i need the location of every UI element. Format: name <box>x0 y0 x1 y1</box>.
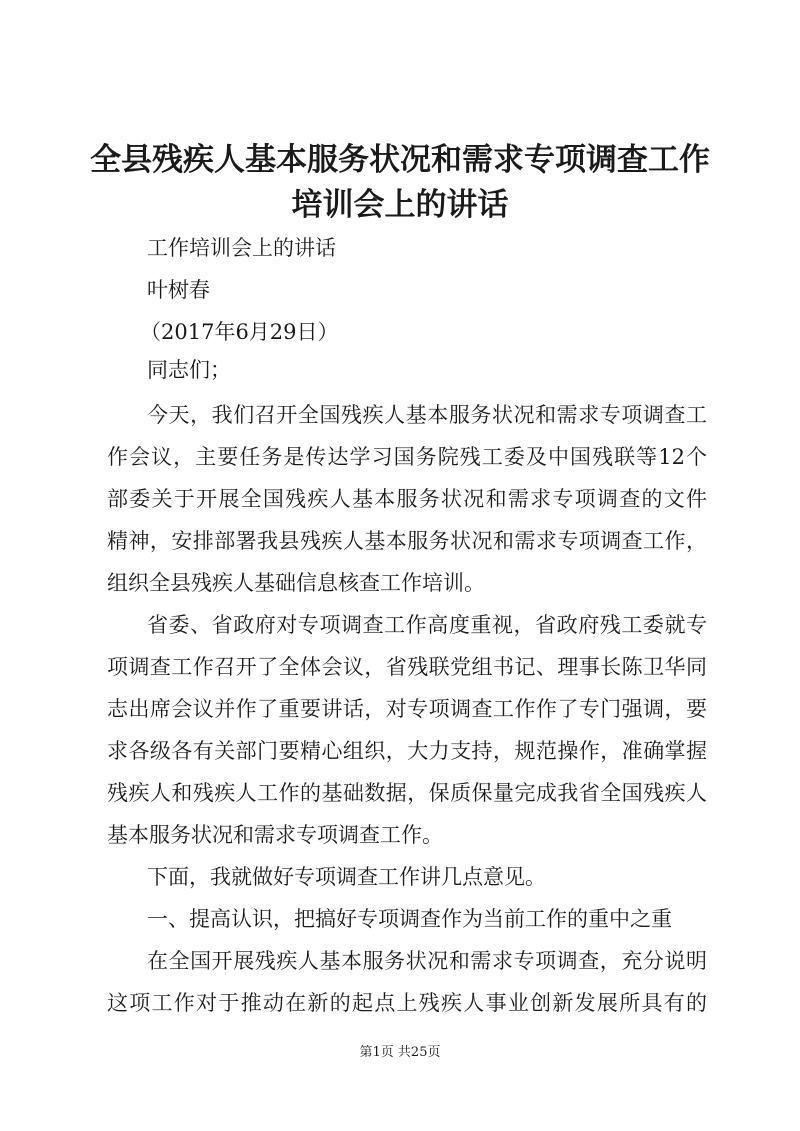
paragraph-line: 下面，我就做好专项调查工作讲几点意见。 <box>147 865 546 889</box>
paragraph-line: 志出席会议并作了重要讲话，对专项调查工作作了专门强调，要 <box>107 697 707 721</box>
paragraph-line: 在全国开展残疾人基本服务状况和需求专项调查，充分说明 <box>147 949 707 973</box>
paragraph-line: 作会议，主要任务是传达学习国务院残工委及中国残联等12个 <box>107 445 707 469</box>
paragraph-line: 这项工作对于推动在新的起点上残疾人事业创新发展所具有的 <box>107 991 707 1015</box>
document-title-line-2: 培训会上的讲话 <box>291 187 509 223</box>
salutation: 同志们； <box>147 358 231 382</box>
paragraph-line: 残疾人和残疾人工作的基础数据，保质保量完成我省全国残疾人 <box>107 781 707 805</box>
document-title-line-1: 全县残疾人基本服务状况和需求专项调查工作 <box>90 142 710 178</box>
section-heading: 一、提高认识，把搞好专项调查作为当前工作的重中之重 <box>147 907 672 931</box>
paragraph-line: 求各级各有关部门要精心组织，大力支持，规范操作，准确掌握 <box>107 739 707 763</box>
date: （2017年6月29日） <box>140 320 339 344</box>
paragraph-line: 今天，我们召开全国残疾人基本服务状况和需求专项调查工 <box>147 403 707 427</box>
paragraph-line: 项调查工作召开了全体会议，省残联党组书记、理事长陈卫华同 <box>107 655 707 679</box>
paragraph-line: 基本服务状况和需求专项调查工作。 <box>107 823 443 847</box>
subtitle: 工作培训会上的讲话 <box>147 236 336 260</box>
paragraph-line: 部委关于开展全国残疾人基本服务状况和需求专项调查的文件 <box>107 487 707 511</box>
author: 叶树春 <box>147 278 210 302</box>
paragraph-line: 组织全县残疾人基础信息核查工作培训。 <box>107 571 485 595</box>
paragraph-line: 省委、省政府对专项调查工作高度重视，省政府残工委就专 <box>147 613 707 637</box>
paragraph-line: 精神，安排部署我县残疾人基本服务状况和需求专项调查工作， <box>107 529 707 553</box>
page-number-footer: 第1页 共25页 <box>359 1045 441 1060</box>
